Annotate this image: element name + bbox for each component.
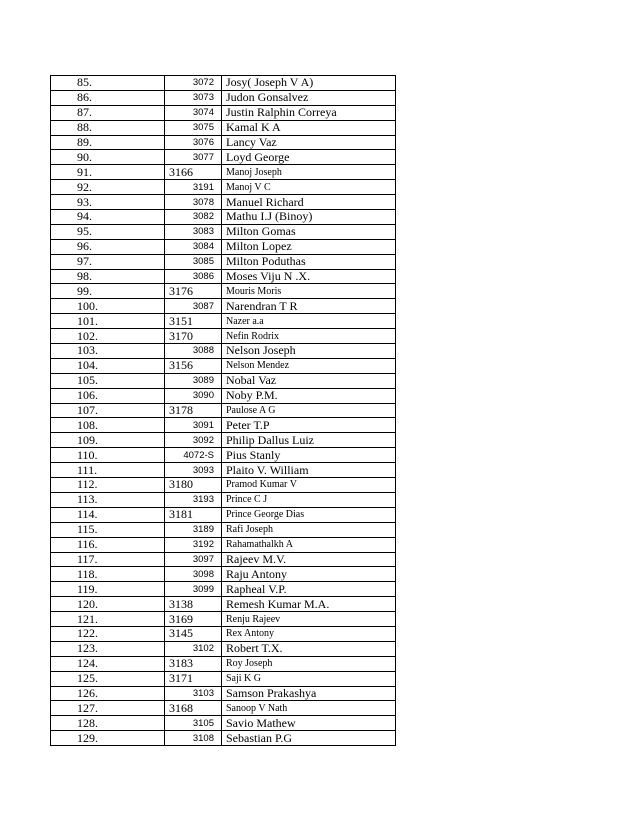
serial-number-cell: 110. xyxy=(51,448,165,463)
serial-number-cell: 124. xyxy=(51,656,165,671)
table-row xyxy=(51,135,396,150)
serial-number-cell: 122. xyxy=(51,626,165,641)
member-roster-table xyxy=(50,75,396,746)
member-code-cell: 3156 xyxy=(165,358,222,373)
member-name-cell: Noby P.M. xyxy=(222,388,396,403)
member-code-cell: 3181 xyxy=(165,507,222,522)
member-code-cell: 3108 xyxy=(165,731,222,746)
table-row xyxy=(51,686,396,701)
member-code-cell: 3091 xyxy=(165,418,222,433)
member-name-cell: Savio Mathew xyxy=(222,716,396,731)
table-row xyxy=(51,388,396,403)
member-code-cell: 3085 xyxy=(165,254,222,269)
member-code-cell: 3151 xyxy=(165,314,222,329)
member-code-cell: 3138 xyxy=(165,597,222,612)
member-code-cell: 3180 xyxy=(165,478,222,493)
table-row xyxy=(51,373,396,388)
member-code-cell: 3189 xyxy=(165,522,222,537)
member-name-cell: Justin Ralphin Correya xyxy=(222,105,396,120)
serial-number-cell: 121. xyxy=(51,612,165,627)
member-code-cell: 3103 xyxy=(165,686,222,701)
member-name-cell: Sanoop V Nath xyxy=(222,701,396,716)
member-code-cell: 3089 xyxy=(165,373,222,388)
serial-number-cell: 101. xyxy=(51,314,165,329)
serial-number-cell: 112. xyxy=(51,478,165,493)
serial-number-cell: 96. xyxy=(51,239,165,254)
table-row xyxy=(51,403,396,418)
member-code-cell: 3178 xyxy=(165,403,222,418)
member-code-cell: 3105 xyxy=(165,716,222,731)
serial-number-cell: 106. xyxy=(51,388,165,403)
member-code-cell: 3168 xyxy=(165,701,222,716)
serial-number-cell: 95. xyxy=(51,224,165,239)
member-name-cell: Sebastian P.G xyxy=(222,731,396,746)
member-name-cell: Josy( Joseph V A) xyxy=(222,76,396,91)
member-code-cell: 3171 xyxy=(165,671,222,686)
serial-number-cell: 125. xyxy=(51,671,165,686)
table-row xyxy=(51,582,396,597)
table-row xyxy=(51,358,396,373)
serial-number-cell: 120. xyxy=(51,597,165,612)
table-row xyxy=(51,344,396,359)
member-name-cell: Milton Lopez xyxy=(222,239,396,254)
table-row xyxy=(51,418,396,433)
serial-number-cell: 126. xyxy=(51,686,165,701)
member-code-cell: 3082 xyxy=(165,210,222,225)
serial-number-cell: 128. xyxy=(51,716,165,731)
table-row xyxy=(51,626,396,641)
serial-number-cell: 85. xyxy=(51,76,165,91)
table-row xyxy=(51,522,396,537)
serial-number-cell: 108. xyxy=(51,418,165,433)
member-code-cell: 3099 xyxy=(165,582,222,597)
serial-number-cell: 111. xyxy=(51,463,165,478)
table-row xyxy=(51,120,396,135)
table-row xyxy=(51,716,396,731)
serial-number-cell: 93. xyxy=(51,195,165,210)
table-row xyxy=(51,165,396,180)
table-row xyxy=(51,597,396,612)
table-row xyxy=(51,239,396,254)
member-code-cell: 3088 xyxy=(165,344,222,359)
member-code-cell: 3098 xyxy=(165,567,222,582)
member-name-cell: Mathu I.J (Binoy) xyxy=(222,210,396,225)
serial-number-cell: 123. xyxy=(51,641,165,656)
member-code-cell: 3176 xyxy=(165,284,222,299)
serial-number-cell: 109. xyxy=(51,433,165,448)
table-row xyxy=(51,656,396,671)
member-name-cell: Judon Gonsalvez xyxy=(222,90,396,105)
member-code-cell: 4072-S xyxy=(165,448,222,463)
member-code-cell: 3145 xyxy=(165,626,222,641)
member-name-cell: Prince C J xyxy=(222,492,396,507)
serial-number-cell: 94. xyxy=(51,210,165,225)
table-row xyxy=(51,507,396,522)
serial-number-cell: 88. xyxy=(51,120,165,135)
serial-number-cell: 119. xyxy=(51,582,165,597)
member-code-cell: 3075 xyxy=(165,120,222,135)
member-name-cell: Rapheal V.P. xyxy=(222,582,396,597)
member-code-cell: 3086 xyxy=(165,269,222,284)
member-code-cell: 3102 xyxy=(165,641,222,656)
member-name-cell: Raju Antony xyxy=(222,567,396,582)
serial-number-cell: 98. xyxy=(51,269,165,284)
member-code-cell: 3092 xyxy=(165,433,222,448)
serial-number-cell: 99. xyxy=(51,284,165,299)
member-name-cell: Plaito V. William xyxy=(222,463,396,478)
serial-number-cell: 114. xyxy=(51,507,165,522)
table-row xyxy=(51,105,396,120)
table-row xyxy=(51,671,396,686)
table-row xyxy=(51,299,396,314)
table-row xyxy=(51,314,396,329)
member-name-cell: Rafi Joseph xyxy=(222,522,396,537)
member-code-cell: 3074 xyxy=(165,105,222,120)
table-row xyxy=(51,90,396,105)
member-name-cell: Milton Poduthas xyxy=(222,254,396,269)
serial-number-cell: 117. xyxy=(51,552,165,567)
table-row xyxy=(51,433,396,448)
table-row xyxy=(51,537,396,552)
serial-number-cell: 129. xyxy=(51,731,165,746)
serial-number-cell: 113. xyxy=(51,492,165,507)
member-name-cell: Pramod Kumar V xyxy=(222,478,396,493)
member-name-cell: Robert T.X. xyxy=(222,641,396,656)
serial-number-cell: 116. xyxy=(51,537,165,552)
table-row xyxy=(51,329,396,344)
member-name-cell: Nazer a.a xyxy=(222,314,396,329)
member-name-cell: Samson Prakashya xyxy=(222,686,396,701)
member-name-cell: Nelson Joseph xyxy=(222,344,396,359)
member-name-cell: Moses Viju N .X. xyxy=(222,269,396,284)
member-code-cell: 3076 xyxy=(165,135,222,150)
serial-number-cell: 127. xyxy=(51,701,165,716)
table-row xyxy=(51,448,396,463)
member-name-cell: Manoj V C xyxy=(222,180,396,195)
member-code-cell: 3077 xyxy=(165,150,222,165)
member-code-cell: 3169 xyxy=(165,612,222,627)
member-name-cell: Nelson Mendez xyxy=(222,358,396,373)
serial-number-cell: 107. xyxy=(51,403,165,418)
member-code-cell: 3097 xyxy=(165,552,222,567)
member-name-cell: Rajeev M.V. xyxy=(222,552,396,567)
table-row xyxy=(51,567,396,582)
member-code-cell: 3183 xyxy=(165,656,222,671)
member-name-cell: Pius Stanly xyxy=(222,448,396,463)
table-row xyxy=(51,478,396,493)
table-row xyxy=(51,150,396,165)
member-code-cell: 3093 xyxy=(165,463,222,478)
member-code-cell: 3090 xyxy=(165,388,222,403)
serial-number-cell: 115. xyxy=(51,522,165,537)
serial-number-cell: 92. xyxy=(51,180,165,195)
table-row xyxy=(51,641,396,656)
serial-number-cell: 105. xyxy=(51,373,165,388)
member-name-cell: Milton Gomas xyxy=(222,224,396,239)
serial-number-cell: 86. xyxy=(51,90,165,105)
member-code-cell: 3087 xyxy=(165,299,222,314)
serial-number-cell: 90. xyxy=(51,150,165,165)
member-code-cell: 3073 xyxy=(165,90,222,105)
table-row xyxy=(51,210,396,225)
serial-number-cell: 87. xyxy=(51,105,165,120)
serial-number-cell: 100. xyxy=(51,299,165,314)
table-row xyxy=(51,76,396,91)
member-code-cell: 3078 xyxy=(165,195,222,210)
member-code-cell: 3170 xyxy=(165,329,222,344)
table-row xyxy=(51,269,396,284)
table-row xyxy=(51,180,396,195)
serial-number-cell: 89. xyxy=(51,135,165,150)
member-name-cell: Prince George Dias xyxy=(222,507,396,522)
table-row xyxy=(51,612,396,627)
serial-number-cell: 118. xyxy=(51,567,165,582)
member-code-cell: 3193 xyxy=(165,492,222,507)
member-name-cell: Mouris Moris xyxy=(222,284,396,299)
table-row xyxy=(51,731,396,746)
table-row xyxy=(51,224,396,239)
serial-number-cell: 104. xyxy=(51,358,165,373)
member-code-cell: 3072 xyxy=(165,76,222,91)
member-name-cell: Nobal Vaz xyxy=(222,373,396,388)
serial-number-cell: 91. xyxy=(51,165,165,180)
table-row xyxy=(51,552,396,567)
table-row xyxy=(51,284,396,299)
member-name-cell: Manoj Joseph xyxy=(222,165,396,180)
member-code-cell: 3192 xyxy=(165,537,222,552)
table-row xyxy=(51,463,396,478)
member-name-cell: Paulose A G xyxy=(222,403,396,418)
member-code-cell: 3191 xyxy=(165,180,222,195)
table-row xyxy=(51,254,396,269)
member-name-cell: Remesh Kumar M.A. xyxy=(222,597,396,612)
member-code-cell: 3166 xyxy=(165,165,222,180)
roster-table-body xyxy=(51,76,396,746)
member-name-cell: Lancy Vaz xyxy=(222,135,396,150)
serial-number-cell: 103. xyxy=(51,344,165,359)
serial-number-cell: 97. xyxy=(51,254,165,269)
member-name-cell: Kamal K A xyxy=(222,120,396,135)
member-name-cell: Saji K G xyxy=(222,671,396,686)
member-name-cell: Narendran T R xyxy=(222,299,396,314)
member-code-cell: 3083 xyxy=(165,224,222,239)
member-name-cell: Manuel Richard xyxy=(222,195,396,210)
table-row xyxy=(51,195,396,210)
member-name-cell: Peter T.P xyxy=(222,418,396,433)
member-name-cell: Nefin Rodrix xyxy=(222,329,396,344)
member-name-cell: Philip Dallus Luiz xyxy=(222,433,396,448)
member-code-cell: 3084 xyxy=(165,239,222,254)
member-name-cell: Loyd George xyxy=(222,150,396,165)
table-row xyxy=(51,492,396,507)
serial-number-cell: 102. xyxy=(51,329,165,344)
member-name-cell: Rex Antony xyxy=(222,626,396,641)
member-name-cell: Rahamathalkh A xyxy=(222,537,396,552)
table-row xyxy=(51,701,396,716)
member-name-cell: Roy Joseph xyxy=(222,656,396,671)
member-name-cell: Renju Rajeev xyxy=(222,612,396,627)
